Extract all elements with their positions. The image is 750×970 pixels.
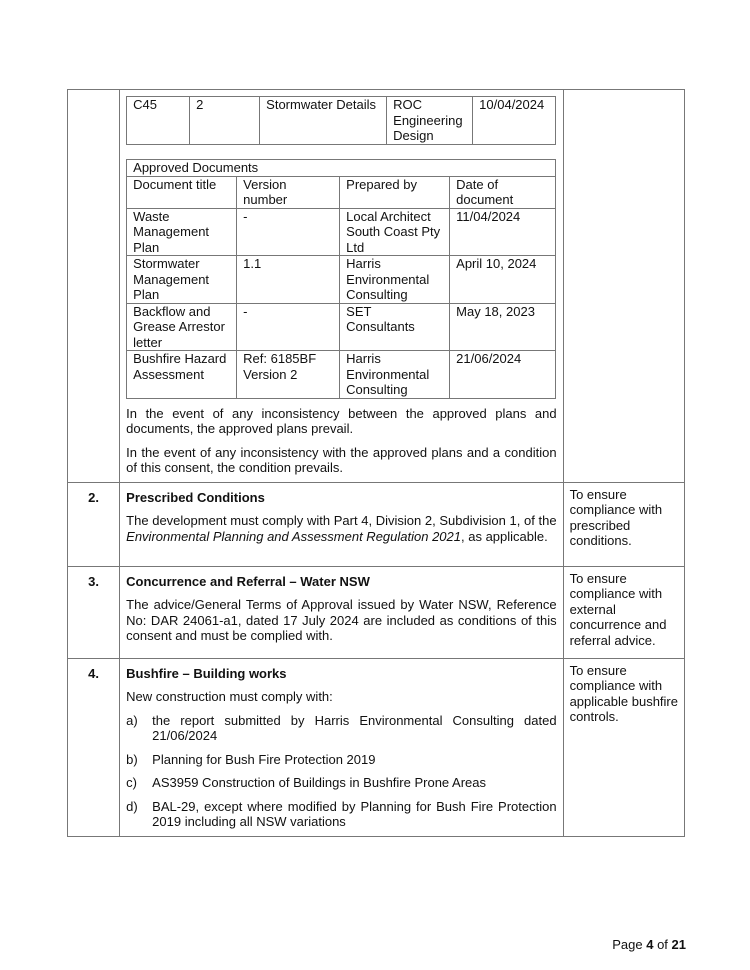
condition-reason: To ensure compliance with external concurrence and referral advice. [569, 570, 667, 648]
condition-number-cell [68, 90, 120, 483]
document-cell: - [237, 303, 340, 351]
condition-number-cell [68, 566, 120, 658]
inconsistency-plans-paragraph: In the event of any inconsistency between the approved plans and documents, the approved plans prevail. [126, 405, 557, 436]
list-item-label: d) [126, 798, 138, 814]
condition-row-2 [68, 482, 685, 566]
document-cell: Harris Environmental Consulting [340, 351, 450, 399]
condition-body-cell [120, 90, 563, 483]
plan-cell: 2 [190, 97, 260, 145]
document-cell: SET Consultants [340, 303, 450, 351]
total-pages: 21 [671, 937, 686, 952]
current-page: 4 [646, 937, 654, 952]
condition-text-part: The development must comply with Part 4, Division 2, Subdivision 1, of the [126, 513, 557, 528]
condition-number: 4. [88, 665, 99, 681]
list-item [126, 752, 556, 768]
list-item-label: b) [126, 751, 138, 767]
document-cell: May 18, 2023 [450, 303, 556, 351]
document-row [127, 256, 556, 304]
document-cell: Backflow and Grease Arrestor letter [127, 303, 237, 351]
list-item [126, 799, 556, 830]
plan-cell: Stormwater Details [260, 97, 387, 145]
condition-reason: To ensure compliance with applicable bushfire controls. [569, 662, 678, 724]
conditions-table [67, 89, 685, 837]
document-cell: Stormwater Management Plan [127, 256, 237, 304]
condition-title: Concurrence and Referral – Water NSW [126, 573, 370, 589]
condition-row-3 [68, 566, 685, 658]
plan-cell: ROC Engineering Design [387, 97, 473, 145]
condition-title: Bushfire – Building works [126, 665, 287, 681]
condition-text-part: , as applicable. [461, 528, 548, 544]
column-header: Date of document [450, 176, 556, 208]
document-cell: - [237, 208, 340, 256]
condition-number: 2. [88, 489, 99, 505]
list-item-text: Planning for Bush Fire Protection 2019 [152, 751, 376, 767]
page-of: of [653, 937, 672, 952]
condition-body-cell [120, 482, 563, 566]
document-cell: April 10, 2024 [450, 256, 556, 304]
condition-body-cell [120, 566, 563, 658]
plan-row [127, 97, 556, 145]
page-number [612, 937, 686, 953]
condition-row-4 [68, 658, 685, 836]
document-row [127, 208, 556, 256]
document-cell: Harris Environmental Consulting [340, 256, 450, 304]
plan-cell: C45 [127, 97, 190, 145]
condition-title: Prescribed Conditions [126, 489, 265, 505]
list-item [126, 775, 556, 791]
condition-reason-cell [563, 90, 684, 483]
condition-number-cell [68, 658, 120, 836]
list-item [126, 713, 556, 744]
list-item-text: AS3959 Construction of Buildings in Bushfire Prone Areas [152, 775, 487, 790]
document-cell: Local Architect South Coast Pty Ltd [340, 208, 450, 256]
document-cell: 1.1 [237, 256, 340, 304]
document-cell: Ref: 6185BF Version 2 [237, 351, 340, 399]
document-cell: Waste Management Plan [127, 208, 237, 256]
document-row [127, 303, 556, 351]
documents-table-title: Approved Documents [127, 160, 556, 177]
condition-reason: To ensure compliance with prescribed conditions. [569, 486, 663, 548]
condition-text: The advice/General Terms of Approval issued by Water NSW, Reference No: DAR 24061-a1, dated 17 July 2024 are included as conditions of this consent and must be complied with. [126, 597, 557, 643]
document-row [127, 351, 556, 399]
document-cell: Bushfire Hazard Assessment [127, 351, 237, 399]
condition-body-cell [120, 658, 563, 836]
inconsistency-condition-paragraph: In the event of any inconsistency with the approved plans and a condition of this consent, the condition prevails. [126, 444, 557, 475]
condition-reason-cell [563, 566, 684, 658]
document-cell: 21/06/2024 [450, 351, 556, 399]
condition-reason-cell [563, 482, 684, 566]
regulation-name: Environmental Planning and Assessment Regulation 2021 [126, 528, 461, 544]
plan-cell: 10/04/2024 [473, 97, 556, 145]
document-cell: 11/04/2024 [450, 208, 556, 256]
condition-text [126, 513, 556, 544]
column-header: Document title [127, 176, 237, 208]
list-item-label: c) [126, 775, 137, 790]
approved-documents-table [126, 159, 556, 399]
documents-header-row [127, 176, 556, 208]
list-item-text: the report submitted by Harris Environmental Consulting dated 21/06/2024 [152, 712, 557, 743]
column-header: Prepared by [340, 176, 450, 208]
condition-row-1 [68, 90, 685, 483]
approved-plans-table [126, 96, 556, 145]
documents-table-title-row [127, 160, 556, 177]
page-prefix: Page [612, 937, 647, 952]
condition-intro: New construction must comply with: [126, 689, 333, 704]
list-item-label: a) [126, 712, 138, 728]
condition-number: 3. [88, 573, 99, 589]
condition-reason-cell [563, 658, 684, 836]
column-header: Version number [237, 176, 340, 208]
list-item-text: BAL-29, except where modified by Planning for Bush Fire Protection 2019 including all NSW variations [152, 798, 557, 829]
condition-number-cell [68, 482, 120, 566]
